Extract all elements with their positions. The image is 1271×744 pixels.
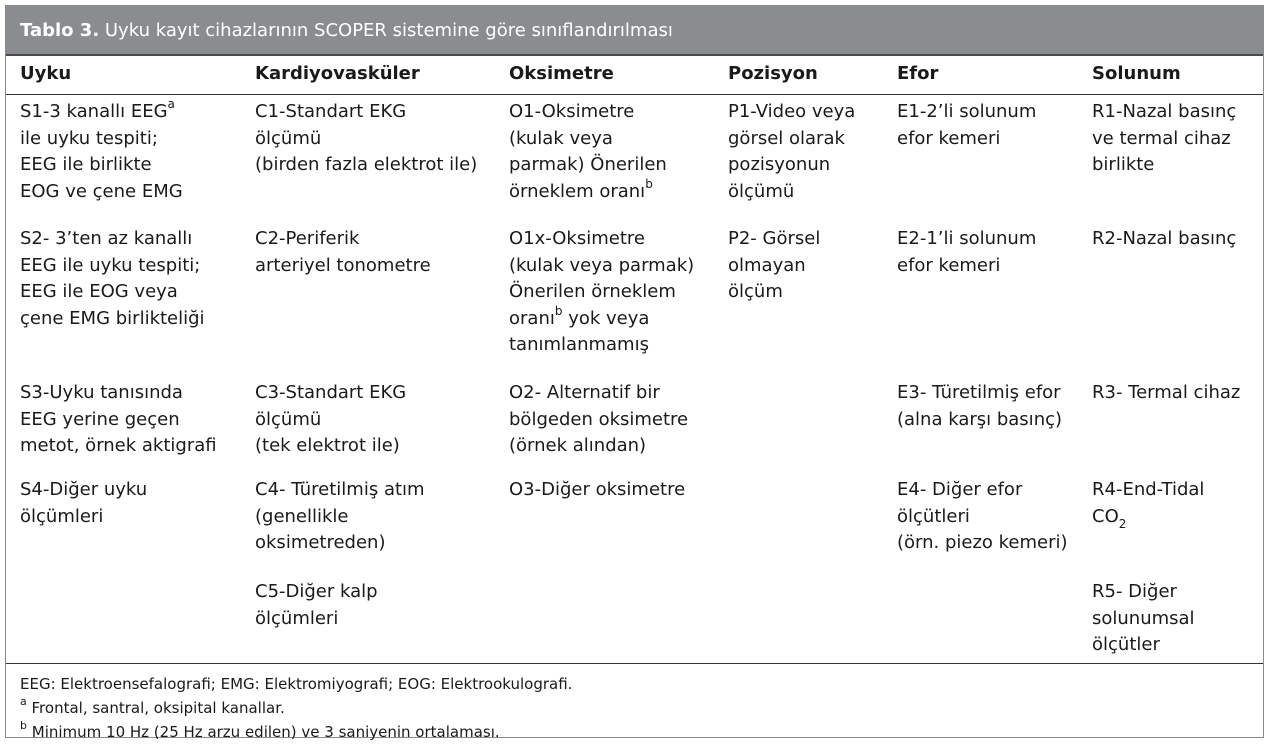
cell-c1: C1-Standart EKG ölçümü (birden fazla elektrot ile) <box>255 101 478 175</box>
footnote-a: $^a$ Frontal, santral, oksipital kanallar. <box>20 695 285 717</box>
cell-s2: S2- 3’ten az kanallı EEG ile uyku tespiti; EEG ile EOG veya çene EMG birlikteliği <box>20 228 205 329</box>
table-number: Tablo 3. <box>20 20 100 41</box>
cell-p2: P2- Görsel olmayan ölçüm <box>728 228 821 302</box>
cell-e2: E2-1’li solunum efor kemeri <box>897 228 1037 276</box>
cell-o2: O2- Alternatif bir bölgeden oksimetre (örnek alından) <box>509 382 689 456</box>
footnote-abbreviations: EEG: Elektroensefalografi; EMG: Elektromiyografi; EOG: Elektrookulografi. <box>20 675 573 693</box>
cell-o1x: O1x-Oksimetre (kulak veya parmak) Önerilen örneklem oranı$^b$ yok veya tanımlanmamış <box>509 228 695 355</box>
cell-p1: P1-Video veya görsel olarak pozisyonun ölçümü <box>728 101 856 202</box>
cell-o1: O1-Oksimetre (kulak veya parmak) Önerilen örneklem oranı$^b$ <box>509 101 667 202</box>
table-body <box>6 95 1263 664</box>
table-title <box>6 6 1263 56</box>
header-efor: Efor <box>897 63 939 84</box>
cell-e4: E4- Diğer efor ölçütleri (örn. piezo kemeri) <box>897 479 1068 553</box>
cell-o3: O3-Diğer oksimetre <box>509 479 686 500</box>
cell-c2: C2-Periferik arteriyel tonometre <box>255 228 431 276</box>
cell-r2: R2-Nazal basınç <box>1092 228 1237 249</box>
cell-c5: C5-Diğer kalp ölçümleri <box>255 581 378 629</box>
cell-c4: C4- Türetilmiş atım (genellikle oksimetreden) <box>255 479 425 553</box>
header-oksimetre: Oksimetre <box>509 63 614 84</box>
cell-s3: S3-Uyku tanısında EEG yerine geçen metot, örnek aktigrafi <box>20 382 217 456</box>
header-kardiyovaskuler: Kardiyovasküler <box>255 63 420 84</box>
cell-r5: R5- Diğer solunumsal ölçütler <box>1092 581 1195 655</box>
table-footnotes <box>6 664 1263 744</box>
header-uyku: Uyku <box>20 63 72 84</box>
header-row <box>6 56 1263 95</box>
header-pozisyon: Pozisyon <box>728 63 818 84</box>
cell-s1: S1-3 kanallı EEG$^a$ ile uyku tespiti; EEG ile birlikte EOG ve çene EMG <box>20 97 183 202</box>
table-caption: Uyku kayıt cihazlarının SCOPER sistemine göre sınıflandırılması <box>99 20 673 41</box>
cell-s4: S4-Diğer uyku ölçümleri <box>20 479 148 527</box>
cell-e3: E3- Türetilmiş efor (alna karşı basınç) <box>897 382 1063 430</box>
footnote-b: $^b$ Minimum 10 Hz (25 Hz arzu edilen) ve 3 saniyenin ortalaması. <box>20 719 500 741</box>
header-solunum: Solunum <box>1092 63 1181 84</box>
cell-c3: C3-Standart EKG ölçümü (tek elektrot ile) <box>255 382 407 456</box>
table-frame <box>5 5 1264 741</box>
cell-r3: R3- Termal cihaz <box>1092 382 1241 403</box>
cell-e1: E1-2’li solunum efor kemeri <box>897 101 1037 149</box>
cell-r4: R4-End-Tidal $CO_2$ <box>1092 479 1205 532</box>
cell-r1: R1-Nazal basınç ve termal cihaz birlikte <box>1092 101 1237 175</box>
